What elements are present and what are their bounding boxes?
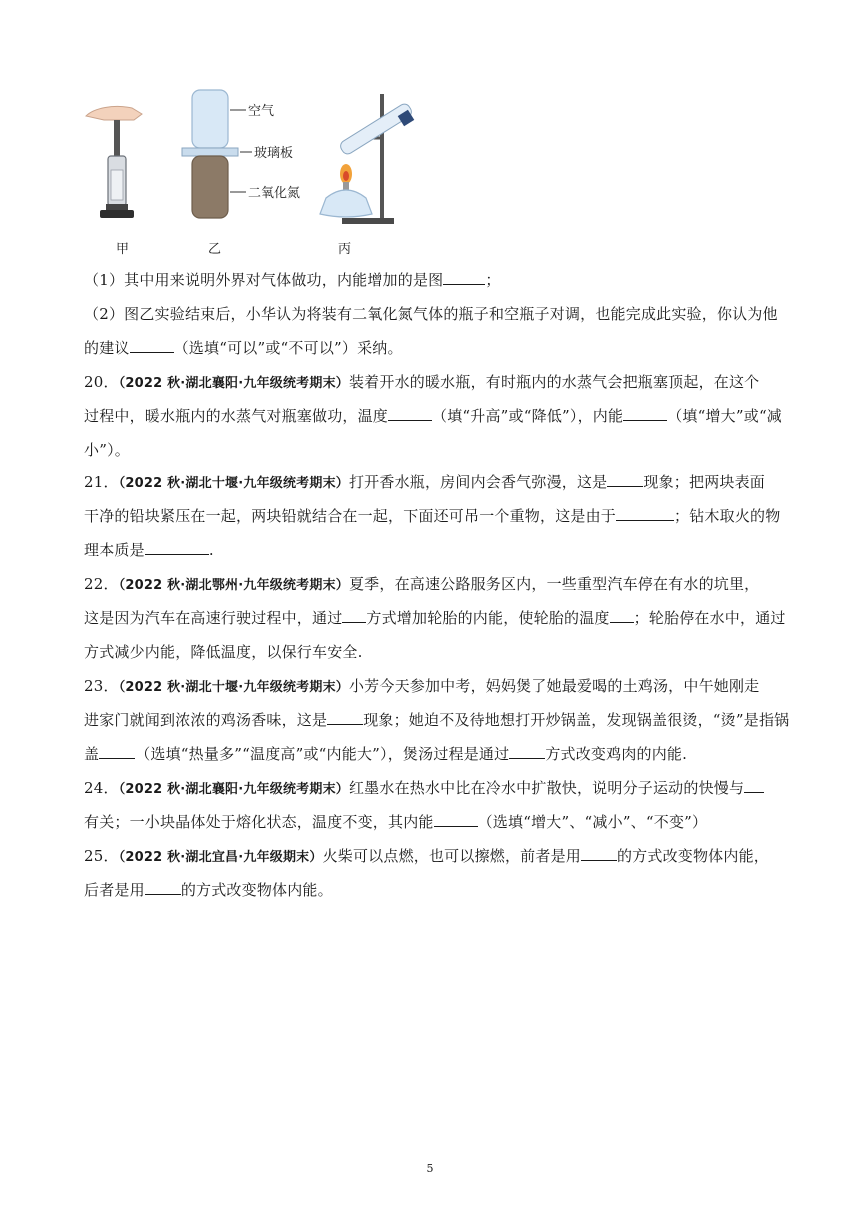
q21-line3-suffix: . [208, 541, 214, 559]
answer-blank[interactable] [744, 778, 764, 793]
q22-line1 [84, 574, 759, 596]
q20-line1 [84, 372, 759, 394]
q19-part2-suffix: （选填“可以”或“不可以”）采纳。 [173, 339, 403, 357]
q20-line1-text: 装着开水的暖水瓶，有时瓶内的水蒸气会把瓶塞顶起，在这个 [348, 373, 760, 391]
answer-blank[interactable] [388, 406, 432, 421]
answer-blank[interactable] [610, 608, 634, 623]
q23-line2-prefix: 进家门就闻到浓浓的鸡汤香味，这是 [84, 711, 328, 729]
question-source: （2022 秋·湖北鄂州·九年级统考期末） [118, 578, 349, 593]
experiment-illustration [84, 86, 444, 236]
q20-line2 [84, 406, 782, 426]
answer-blank[interactable] [616, 506, 674, 521]
q21-line1-suffix: 现象；把两块表面 [643, 473, 765, 491]
q21-line2-prefix: 干净的铅块紧压在一起，两块铅就结合在一起，下面还可吊一个重物，这是由于 [84, 507, 617, 525]
q21-line3 [84, 540, 214, 560]
q22-line2-mid: 方式增加轮胎的内能，使轮胎的温度 [366, 609, 610, 627]
q21-line2 [84, 506, 780, 526]
question-source: （2022 秋·湖北襄阳·九年级统考期末） [118, 782, 349, 797]
q22-line2-prefix: 这是因为汽车在高速行驶过程中，通过 [84, 609, 343, 627]
q25-line1 [84, 846, 769, 868]
q23-line2 [84, 710, 789, 730]
q19-part1-suffix: ； [485, 271, 501, 289]
q21-line1 [84, 472, 765, 494]
answer-blank[interactable] [342, 608, 366, 623]
q24-line2-suffix: （选填“增大”、“减小”、“不变”） [477, 813, 708, 831]
callout-air: 空气 [248, 104, 275, 119]
q22-line2 [84, 608, 786, 628]
q23-line3 [84, 744, 687, 764]
answer-blank[interactable] [327, 710, 363, 725]
q23-line1-text: 小芳今天参加中考，妈妈煲了她最爱喝的土鸡汤，中午她刚走 [348, 677, 760, 695]
q19-part2-line1: （2）图乙实验结束后，小华认为将装有二氧化氮气体的瓶子和空瓶子对调，也能完成此实验，你认为他 [84, 305, 778, 323]
q25-line1-suffix: 的方式改变物体内能， [616, 847, 769, 865]
figure-label-yi: 乙 [208, 242, 222, 257]
question-number: 25． [84, 847, 119, 865]
q25-line1-prefix: 火柴可以点燃，也可以擦燃，前者是用 [322, 847, 581, 865]
q23-line1 [84, 676, 759, 698]
q19-part2-prefix: 的建议 [84, 339, 130, 357]
question-number: 21． [84, 473, 119, 491]
answer-blank[interactable] [99, 744, 135, 759]
answer-blank[interactable] [607, 472, 643, 487]
q19-part2-line2 [84, 338, 403, 358]
q25-line2 [84, 880, 333, 900]
q19-part1-prefix: （1）其中用来说明外界对气体做功，内能增加的是图 [84, 271, 444, 289]
q23-line3-suffix: 方式改变鸡肉的内能. [545, 745, 688, 763]
question-source: （2022 秋·湖北襄阳·九年级统考期末） [118, 376, 349, 391]
q20-line2-prefix: 过程中，暖水瓶内的水蒸气对瓶塞做功，温度 [84, 407, 389, 425]
q24-line2-prefix: 有关；一小块晶体处于熔化状态，温度不变，其内能 [84, 813, 434, 831]
question-number: 20． [84, 373, 119, 391]
q21-line1-prefix: 打开香水瓶，房间内会香气弥漫，这是 [348, 473, 608, 491]
q22-line1-text: 夏季，在高速公路服务区内，一些重型汽车停在有水的坑里， [348, 575, 760, 593]
q24-line1 [84, 778, 764, 800]
figure-jia-syringe [86, 106, 142, 218]
figure-yi-bottles [182, 90, 300, 218]
figure-label-jia: 甲 [116, 242, 130, 257]
question-number: 22． [84, 575, 119, 593]
question-source: （2022 秋·湖北十堰·九年级统考期末） [118, 476, 349, 491]
q20-line3: 小”）。 [84, 441, 130, 459]
question-source: （2022 秋·湖北宜昌·九年级期末） [118, 850, 323, 865]
answer-blank[interactable] [130, 338, 174, 353]
answer-blank[interactable] [145, 540, 209, 555]
q23-line3-prefix: 盖 [84, 745, 100, 763]
figure-label-bing: 丙 [338, 242, 352, 257]
figure-bing-heating [320, 94, 414, 224]
q21-line2-suffix: ；钻木取火的物 [674, 507, 781, 525]
experiment-figures [84, 86, 444, 258]
answer-blank[interactable] [443, 270, 485, 285]
question-source: （2022 秋·湖北十堰·九年级统考期末） [118, 680, 349, 695]
q21-line3-prefix: 理本质是 [84, 541, 145, 559]
q24-line1-text: 红墨水在热水中比在冷水中扩散快，说明分子运动的快慢与 [348, 779, 745, 797]
q23-line3-mid: （选填“热量多”“温度高”或“内能大”），煲汤过程是通过 [135, 745, 510, 763]
q20-line2-suffix: （填“增大”或“减 [667, 407, 783, 425]
q25-line2-suffix: 的方式改变物体内能。 [180, 881, 333, 899]
q23-line2-suffix: 现象；她迫不及待地想打开炒锅盖，发现锅盖很烫，“烫”是指锅 [363, 711, 790, 729]
question-number: 24． [84, 779, 119, 797]
answer-blank[interactable] [509, 744, 545, 759]
q19-part1 [84, 270, 501, 290]
callout-nitrogen-dioxide: 二氧化氮 [248, 186, 301, 201]
page-number: 5 [426, 1162, 434, 1175]
q22-line2-suffix: ；轮胎停在水中，通过 [633, 609, 786, 627]
answer-blank[interactable] [145, 880, 181, 895]
answer-blank[interactable] [434, 812, 478, 827]
answer-blank[interactable] [623, 406, 667, 421]
q20-line2-mid: （填“升高”或“降低”），内能 [432, 407, 624, 425]
question-number: 23． [84, 677, 119, 695]
q24-line2 [84, 812, 707, 832]
callout-glass-plate: 玻璃板 [254, 146, 294, 161]
q22-line3: 方式减少内能，降低温度，以保行车安全. [84, 643, 363, 661]
answer-blank[interactable] [581, 846, 617, 861]
q25-line2-prefix: 后者是用 [84, 881, 145, 899]
